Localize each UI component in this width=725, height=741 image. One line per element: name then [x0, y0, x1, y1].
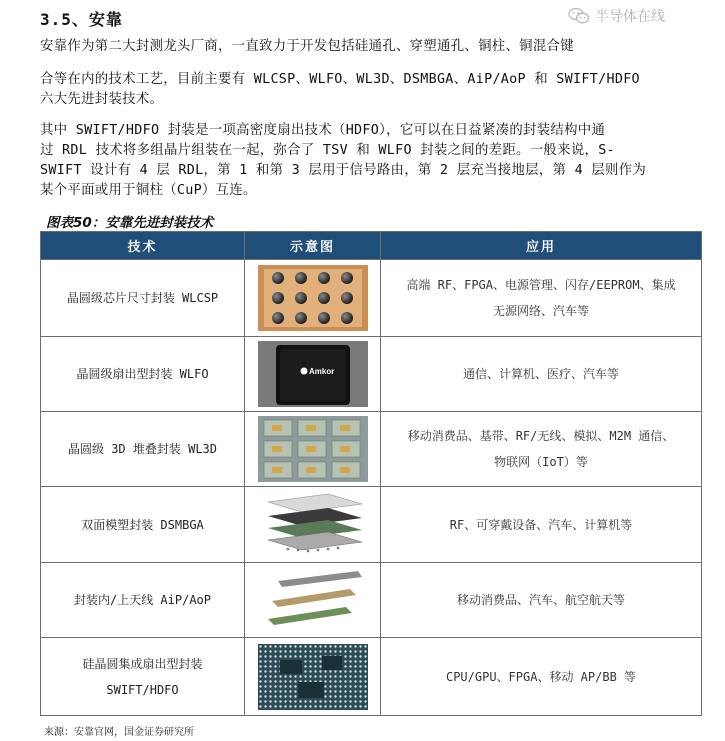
wl3d-chip-image	[258, 416, 368, 482]
swift-wafer-image	[258, 644, 368, 710]
paragraph-line: 其中 SWIFT/HDFO 封装是一项高密度扇出技术（HDFO），它可以在日益紧凑的封装结构中通	[40, 123, 606, 138]
app-line: 移动消费品、基带、RF/无线、模拟、M2M 通信、	[407, 429, 675, 443]
tech-cell: 封装内/上天线 AiP/AoP	[41, 563, 245, 638]
paragraph-swift	[40, 121, 695, 201]
app-line: CPU/GPU、FPGA、移动 AP/BB 等	[445, 669, 637, 684]
tech-cell: 晶圆级芯片尺寸封装 WLCSP	[41, 260, 245, 337]
diagram-cell	[245, 260, 381, 337]
chip-logo-text: Amkor	[308, 367, 334, 376]
app-cell	[381, 260, 702, 337]
tech-cell: 晶圆级 3D 堆叠封装 WL3D	[41, 412, 245, 487]
paragraph-intro	[40, 37, 695, 110]
app-line: 通信、计算机、医疗、汽车等	[462, 367, 619, 381]
app-cell	[381, 563, 702, 638]
aip-antenna-image	[258, 567, 368, 633]
figure-title: 图表50：安靠先进封装技术	[46, 215, 214, 231]
app-cell	[381, 487, 702, 563]
app-cell	[381, 337, 702, 412]
diagram-cell	[245, 487, 381, 563]
watermark-text: 半导体在线	[595, 9, 665, 25]
table-row	[41, 487, 702, 563]
paragraph-line: 六大先进封装技术。	[40, 92, 164, 107]
diagram-cell	[245, 337, 381, 412]
app-line: 移动消费品、汽车、航空航天等	[456, 593, 625, 607]
diagram-cell	[245, 563, 381, 638]
table-header-row	[41, 232, 702, 260]
table-row	[41, 638, 702, 716]
packaging-tech-table	[40, 231, 702, 716]
app-line: 无源网络、汽车等	[492, 304, 589, 318]
tech-line: SWIFT/HDFO	[106, 682, 179, 697]
wlcsp-chip-image	[258, 265, 368, 331]
app-line: 高端 RF、FPGA、电源管理、闪存/EEPROM、集成	[406, 278, 676, 292]
tech-cell	[41, 638, 245, 716]
table-row	[41, 563, 702, 638]
app-line: 物联网（IoT）等	[494, 455, 588, 469]
tech-cell: 晶圆级扇出型封装 WLFO	[41, 337, 245, 412]
dsmbga-exploded-image	[258, 492, 368, 558]
paragraph-line: 合等在内的技术工艺，目前主要有 WLCSP、WLFO、WL3D、DSMBGA、AiP/AoP 和 SWIFT/HDFO	[40, 72, 640, 87]
paragraph-line: SWIFT 设计有 4 层 RDL，第 1 和第 3 层用于信号路由，第 2 层充当接地层，第 4 层则作为	[40, 163, 647, 178]
tech-line: 硅晶圆集成扇出型封装	[82, 656, 203, 671]
section-heading: 3.5、安靠	[40, 10, 123, 29]
table-row	[41, 337, 702, 412]
tech-cell: 双面模塑封装 DSMBGA	[41, 487, 245, 563]
wechat-icon	[568, 7, 590, 25]
app-line: RF、可穿戴设备、汽车、计算机等	[449, 517, 633, 532]
diagram-cell	[245, 412, 381, 487]
header-app: 应用	[381, 232, 702, 260]
header-diagram: 示意图	[245, 232, 381, 260]
app-cell	[381, 638, 702, 716]
watermark	[568, 6, 665, 26]
table-row	[41, 260, 702, 337]
paragraph-line: 安靠作为第二大封测龙头厂商，一直致力于开发包括硅通孔、穿塑通孔、铜柱、铜混合键	[40, 39, 574, 54]
header-tech: 技术	[41, 232, 245, 260]
diagram-cell	[245, 638, 381, 716]
table-row	[41, 412, 702, 487]
paragraph-line: 过 RDL 技术将多组晶片组装在一起，弥合了 TSV 和 WLFO 封装之间的差距。一般来说，S-	[40, 143, 615, 158]
app-cell	[381, 412, 702, 487]
source-note: 来源：安靠官网，国金证券研究所	[44, 727, 194, 738]
wlfo-chip-image	[258, 341, 368, 407]
paragraph-line: 某个平面或用于铜柱（CuP）互连。	[40, 183, 257, 198]
